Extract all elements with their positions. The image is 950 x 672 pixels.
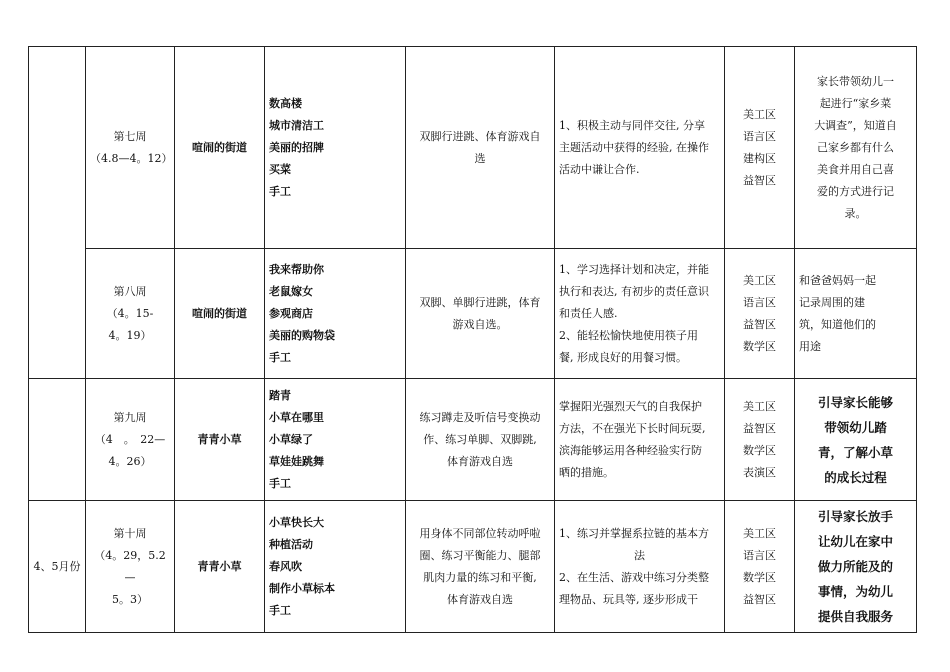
areas-cell: 美工区 语言区 益智区 数学区 bbox=[725, 249, 795, 379]
sports-cell: 双脚行进跳、体育游戏自 选 bbox=[406, 47, 555, 249]
table-row bbox=[29, 379, 917, 501]
theme-cell: 喧闹的街道 bbox=[175, 249, 265, 379]
month-cell bbox=[29, 379, 86, 501]
table-row bbox=[29, 501, 917, 633]
activities-cell: 数高楼 城市清洁工 美丽的招牌 买菜 手工 bbox=[265, 47, 406, 249]
family-cell: 引导家长能够 带领幼儿踏 青，了解小草 的成长过程 bbox=[795, 379, 917, 501]
areas-cell: 美工区 语言区 数学区 益智区 bbox=[725, 501, 795, 633]
goals-cell: 1、学习选择计划和决定，并能 执行和表达, 有初步的责任意识 和责任人感. 2、能轻松愉快地使用筷子用 餐, 形成良好的用餐习惯。 bbox=[555, 249, 725, 379]
activities-cell: 我来帮助你 老鼠嫁女 参观商店 美丽的购物袋 手工 bbox=[265, 249, 406, 379]
week-cell: 第九周 （4 。 22— 4。26） bbox=[86, 379, 175, 501]
table-row bbox=[29, 47, 917, 249]
goals-cell: 1、练习并掌握系拉链的基本方 法 2、在生活、游戏中练习分类整 理物品、玩具等, 逐步形成干 bbox=[555, 501, 725, 633]
week-cell: 第八周 （4。15- 4。19） bbox=[86, 249, 175, 379]
areas-cell: 美工区 益智区 数学区 表演区 bbox=[725, 379, 795, 501]
activities-cell: 踏青 小草在哪里 小草绿了 草娃娃跳舞 手工 bbox=[265, 379, 406, 501]
goals-cell: 掌握阳光强烈天气的自我保护 方法，不在强光下长时间玩耍, 滨海能够运用各种经验实行防 晒的措施。 bbox=[555, 379, 725, 501]
table-row bbox=[29, 249, 917, 379]
areas-cell: 美工区 语言区 建构区 益智区 bbox=[725, 47, 795, 249]
weekly-plan-table bbox=[28, 46, 917, 633]
sports-cell: 用身体不同部位转动呼啦 圈、练习平衡能力、腿部 肌肉力量的练习和平衡, 体育游戏自选 bbox=[406, 501, 555, 633]
week-cell: 第十周 （4。29，5.2— 5。3） bbox=[86, 501, 175, 633]
month-cell: 4、5月份 bbox=[29, 501, 86, 633]
theme-cell: 青青小草 bbox=[175, 501, 265, 633]
family-cell: 引导家长放手 让幼儿在家中 做力所能及的 事情，为幼儿 提供自我服务 bbox=[795, 501, 917, 633]
activities-cell: 小草快长大 种植活动 春风吹 制作小草标本 手工 bbox=[265, 501, 406, 633]
theme-cell: 喧闹的街道 bbox=[175, 47, 265, 249]
sports-cell: 双脚、单脚行进跳，体育 游戏自选。 bbox=[406, 249, 555, 379]
week-cell: 第七周 （4.8—4。12） bbox=[86, 47, 175, 249]
family-cell: 家长带领幼儿一 起进行“家乡菜 大调查”，知道自 己家乡都有什么 美食并用自己喜 爱的方式进行记 录。 bbox=[795, 47, 917, 249]
goals-cell: 1、积极主动与同伴交往, 分享 主题活动中获得的经验, 在操作 活动中谦让合作. bbox=[555, 47, 725, 249]
family-cell: 和爸爸妈妈一起 记录周围的建 筑，知道他们的 用途 bbox=[795, 249, 917, 379]
sports-cell: 练习蹲走及听信号变换动 作、练习单脚、双脚跳, 体育游戏自选 bbox=[406, 379, 555, 501]
theme-cell: 青青小草 bbox=[175, 379, 265, 501]
month-cell bbox=[29, 47, 86, 379]
